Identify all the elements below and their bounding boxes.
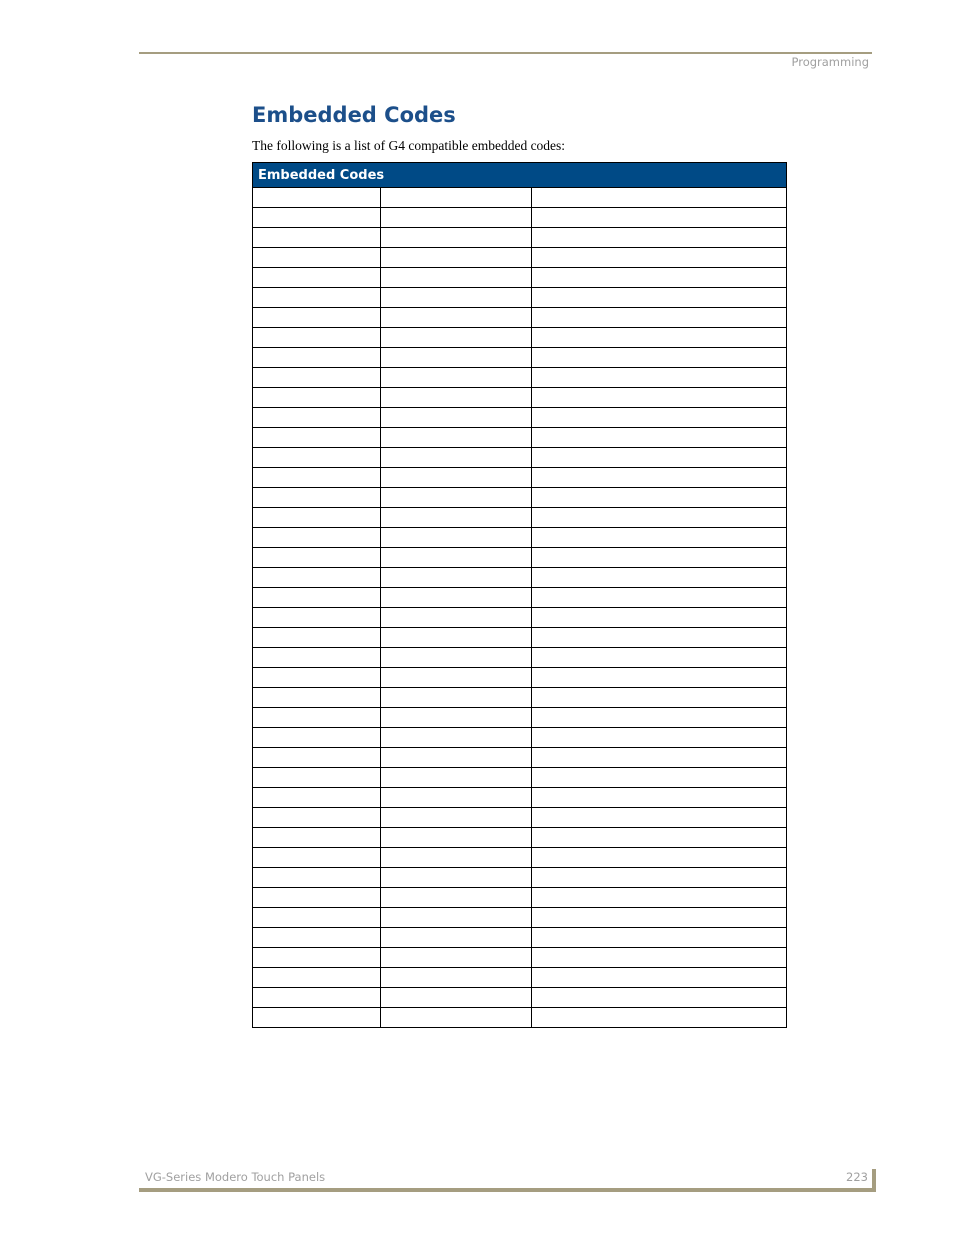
- table-cell: [381, 828, 532, 848]
- table-cell: [381, 668, 532, 688]
- table-row: [253, 228, 787, 248]
- table-cell: [253, 828, 381, 848]
- table-row: [253, 348, 787, 368]
- table-cell: [381, 428, 532, 448]
- table-row: [253, 388, 787, 408]
- table-cell: [532, 248, 787, 268]
- table-cell: [253, 908, 381, 928]
- intro-text: The following is a list of G4 compatible embedded codes:: [252, 138, 566, 153]
- table-cell: [381, 1008, 532, 1028]
- table-cell: [532, 988, 787, 1008]
- table-cell: [532, 768, 787, 788]
- table-cell: [532, 688, 787, 708]
- table-cell: [381, 488, 532, 508]
- table-cell: [253, 228, 381, 248]
- table-cell: [253, 788, 381, 808]
- table-row: [253, 188, 787, 208]
- table-cell: [532, 888, 787, 908]
- table-cell: [253, 668, 381, 688]
- table-cell: [381, 848, 532, 868]
- footer-tick: [872, 1169, 876, 1190]
- table-row: [253, 888, 787, 908]
- table-cell: [253, 268, 381, 288]
- table-row: [253, 868, 787, 888]
- table-cell: [532, 308, 787, 328]
- table-row: [253, 688, 787, 708]
- table-row: [253, 648, 787, 668]
- table-cell: [381, 288, 532, 308]
- table-cell: [253, 548, 381, 568]
- table-cell: [532, 288, 787, 308]
- table-cell: [532, 928, 787, 948]
- table-row: [253, 808, 787, 828]
- table-cell: [253, 248, 381, 268]
- table-row: [253, 848, 787, 868]
- table-row: [253, 828, 787, 848]
- table-row: [253, 488, 787, 508]
- table-cell: [381, 968, 532, 988]
- table-row: [253, 728, 787, 748]
- table-cell: [381, 228, 532, 248]
- table-cell: [532, 828, 787, 848]
- table-cell: [381, 508, 532, 528]
- table-cell: [253, 208, 381, 228]
- table-cell: [381, 728, 532, 748]
- table-cell: [253, 688, 381, 708]
- table-cell: [381, 808, 532, 828]
- table-cell: [532, 868, 787, 888]
- table-cell: [532, 848, 787, 868]
- table-cell: [381, 448, 532, 468]
- table-row: [253, 268, 787, 288]
- table-row: [253, 308, 787, 328]
- table-cell: [253, 768, 381, 788]
- table-cell: [381, 468, 532, 488]
- table-cell: [253, 568, 381, 588]
- table-cell: [253, 408, 381, 428]
- table-cell: [381, 868, 532, 888]
- table-cell: [253, 188, 381, 208]
- table-cell: [381, 528, 532, 548]
- table-cell: [381, 748, 532, 768]
- table-cell: [381, 268, 532, 288]
- table-row: [253, 668, 787, 688]
- table-cell: [381, 308, 532, 328]
- table-cell: [253, 1008, 381, 1028]
- table-cell: [253, 948, 381, 968]
- table-cell: [532, 708, 787, 728]
- table-cell: [381, 188, 532, 208]
- table-row: [253, 288, 787, 308]
- embedded-codes-table: [252, 162, 787, 1028]
- table-cell: [253, 288, 381, 308]
- table-cell: [532, 448, 787, 468]
- header-rule: [139, 52, 872, 54]
- table-cell: [253, 468, 381, 488]
- table-caption: Embedded Codes: [253, 163, 787, 188]
- table-cell: [532, 268, 787, 288]
- table-cell: [253, 428, 381, 448]
- table-row: [253, 628, 787, 648]
- table-cell: [532, 408, 787, 428]
- footer-doc-title: VG-Series Modero Touch Panels: [145, 1170, 326, 1184]
- table-cell: [532, 428, 787, 448]
- table-row: [253, 248, 787, 268]
- table-row: [253, 368, 787, 388]
- table-cell: [253, 648, 381, 668]
- table-row: [253, 708, 787, 728]
- table-cell: [532, 628, 787, 648]
- table-cell: [532, 908, 787, 928]
- table-cell: [381, 568, 532, 588]
- header-section-label: Programming: [791, 55, 869, 69]
- table-cell: [381, 388, 532, 408]
- table-cell: [381, 248, 532, 268]
- table-cell: [253, 728, 381, 748]
- table-cell: [253, 988, 381, 1008]
- table-row: [253, 328, 787, 348]
- table-cell: [532, 668, 787, 688]
- footer-rule: [139, 1188, 876, 1192]
- table-row: [253, 468, 787, 488]
- table-row: [253, 948, 787, 968]
- table-cell: [532, 788, 787, 808]
- table-cell: [381, 368, 532, 388]
- table-row: [253, 588, 787, 608]
- table-cell: [253, 608, 381, 628]
- table-row: [253, 968, 787, 988]
- table-row: [253, 548, 787, 568]
- table-row: [253, 528, 787, 548]
- table-cell: [253, 888, 381, 908]
- table-cell: [532, 548, 787, 568]
- table-cell: [253, 868, 381, 888]
- table-cell: [532, 188, 787, 208]
- table-row: [253, 1008, 787, 1028]
- table-cell: [532, 948, 787, 968]
- table-cell: [532, 568, 787, 588]
- table-cell: [253, 448, 381, 468]
- table-cell: [253, 588, 381, 608]
- table-cell: [253, 308, 381, 328]
- table-cell: [253, 748, 381, 768]
- table-cell: [253, 528, 381, 548]
- table-cell: [253, 968, 381, 988]
- table-cell: [253, 388, 381, 408]
- table-cell: [532, 388, 787, 408]
- table-row: [253, 748, 787, 768]
- table-cell: [381, 588, 532, 608]
- table-cell: [532, 588, 787, 608]
- table-cell: [532, 228, 787, 248]
- table-cell: [253, 488, 381, 508]
- table-cell: [381, 928, 532, 948]
- table-row: [253, 508, 787, 528]
- table-row: [253, 408, 787, 428]
- table-cell: [381, 788, 532, 808]
- page-title: Embedded Codes: [252, 103, 456, 127]
- table-cell: [253, 848, 381, 868]
- table-cell: [532, 208, 787, 228]
- table-cell: [253, 328, 381, 348]
- table-cell: [532, 648, 787, 668]
- table-row: [253, 608, 787, 628]
- table-cell: [253, 808, 381, 828]
- table-cell: [253, 628, 381, 648]
- table-body: [253, 188, 787, 1028]
- table-cell: [381, 908, 532, 928]
- table-row: [253, 448, 787, 468]
- table-row: [253, 208, 787, 228]
- table-header-row: [253, 163, 787, 188]
- table-cell: [381, 988, 532, 1008]
- table-cell: [253, 368, 381, 388]
- table-cell: [532, 1008, 787, 1028]
- table-cell: [532, 748, 787, 768]
- table-row: [253, 908, 787, 928]
- table-cell: [253, 508, 381, 528]
- table-cell: [381, 888, 532, 908]
- table-cell: [381, 628, 532, 648]
- table-cell: [532, 528, 787, 548]
- table-cell: [532, 348, 787, 368]
- table-row: [253, 988, 787, 1008]
- footer-page-number: 223: [846, 1170, 868, 1184]
- table-cell: [532, 328, 787, 348]
- table-cell: [532, 468, 787, 488]
- table-row: [253, 568, 787, 588]
- table-cell: [381, 648, 532, 668]
- table-cell: [381, 408, 532, 428]
- table-cell: [253, 348, 381, 368]
- table-cell: [532, 808, 787, 828]
- table-row: [253, 788, 787, 808]
- table-cell: [532, 728, 787, 748]
- table-cell: [532, 968, 787, 988]
- table-cell: [381, 708, 532, 728]
- table-row: [253, 768, 787, 788]
- table-cell: [532, 608, 787, 628]
- table-cell: [532, 368, 787, 388]
- table-cell: [381, 768, 532, 788]
- table-cell: [381, 548, 532, 568]
- table-cell: [253, 708, 381, 728]
- table-cell: [253, 928, 381, 948]
- table-cell: [381, 608, 532, 628]
- table-row: [253, 428, 787, 448]
- table-cell: [381, 328, 532, 348]
- table-cell: [532, 488, 787, 508]
- table-row: [253, 928, 787, 948]
- table-cell: [381, 208, 532, 228]
- table-cell: [381, 348, 532, 368]
- table-cell: [532, 508, 787, 528]
- table-cell: [381, 688, 532, 708]
- table-cell: [381, 948, 532, 968]
